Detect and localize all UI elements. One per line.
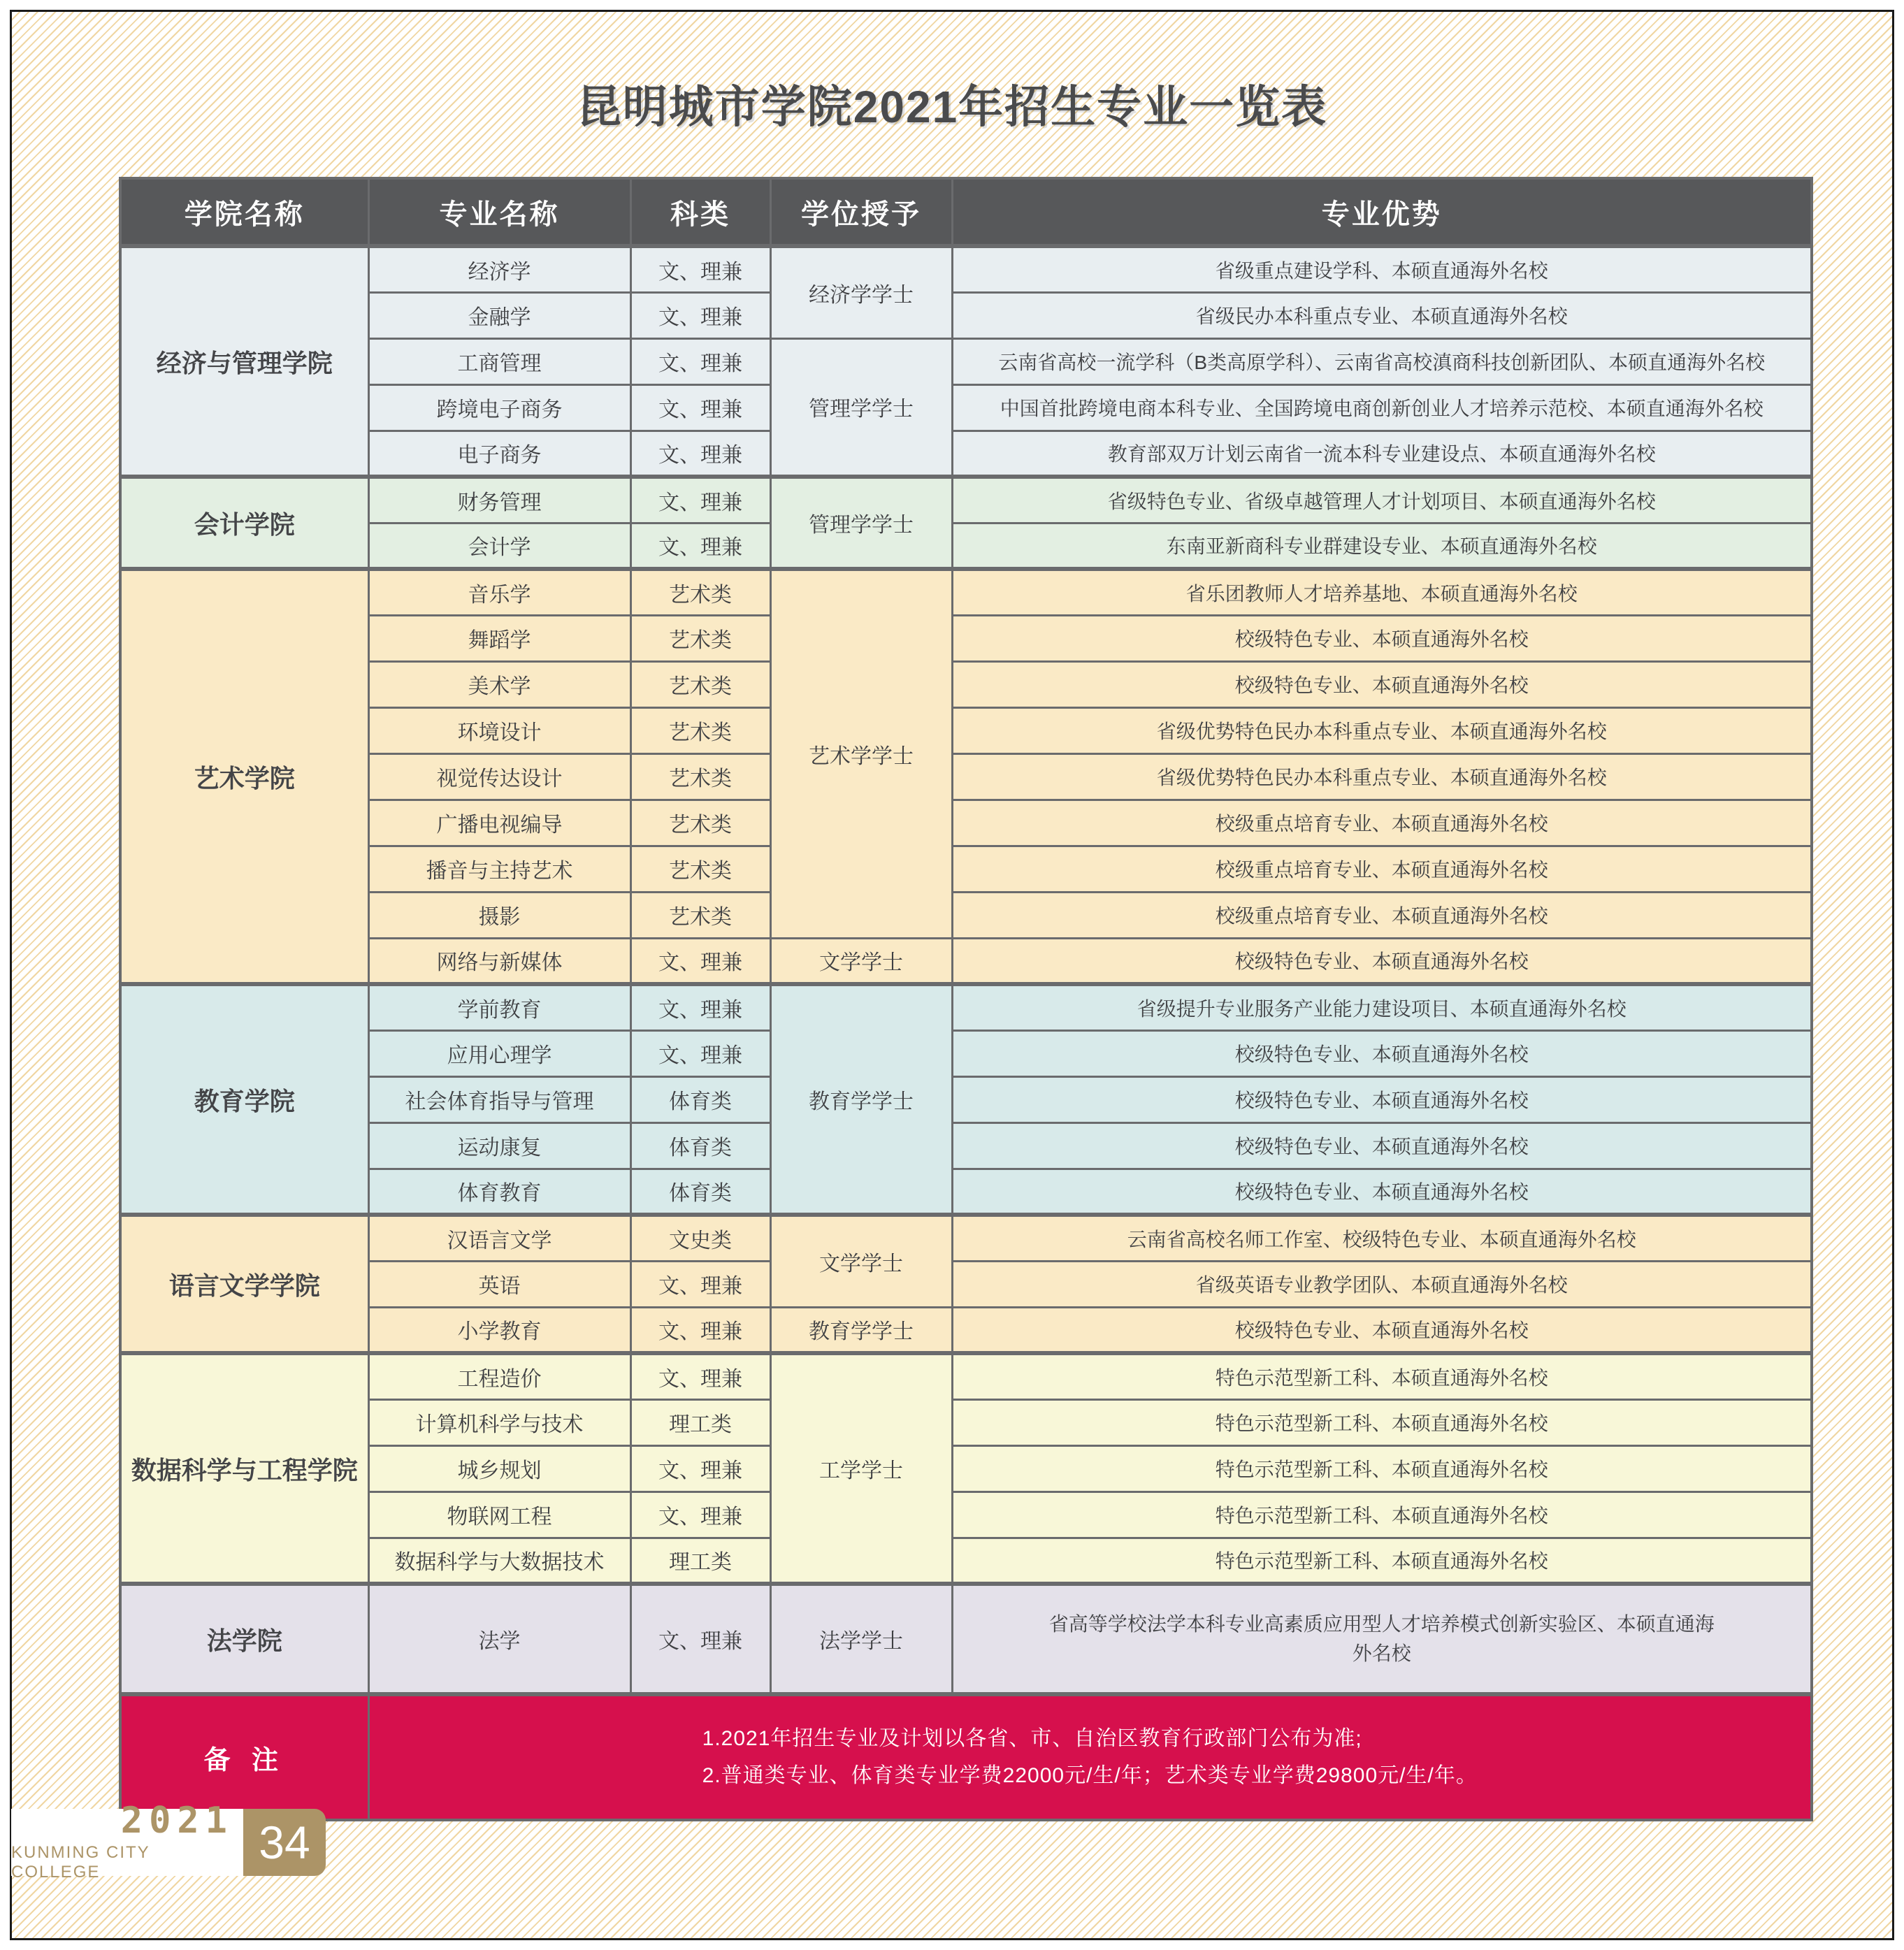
advantage-cell — [952, 1584, 1812, 1694]
category-cell: 艺术类 — [630, 569, 770, 615]
advantage-cell: 校级特色专业、本硕直通海外名校 — [952, 615, 1812, 661]
notes-label: 备 注 — [120, 1694, 368, 1820]
table-row — [120, 938, 1812, 984]
table-row — [120, 800, 1812, 846]
major-cell: 跨境电子商务 — [368, 384, 630, 431]
table-row — [120, 1584, 1812, 1694]
advantage-cell: 省乐团教师人才培养基地、本硕直通海外名校 — [952, 569, 1812, 615]
table-row — [120, 1215, 1812, 1261]
major-cell: 工程造价 — [368, 1353, 630, 1399]
degree-cell: 文学学士 — [770, 938, 952, 984]
major-cell: 体育教育 — [368, 1169, 630, 1215]
table-row — [120, 1169, 1812, 1215]
category-cell: 文、理兼 — [630, 292, 770, 338]
table-row — [120, 292, 1812, 338]
category-cell: 文、理兼 — [630, 938, 770, 984]
category-cell: 艺术类 — [630, 707, 770, 753]
advantage-cell: 校级特色专业、本硕直通海外名校 — [952, 661, 1812, 707]
major-cell: 财务管理 — [368, 477, 630, 523]
major-cell: 摄影 — [368, 892, 630, 938]
major-cell: 法学 — [368, 1584, 630, 1694]
notes-line: 2.普通类专业、体育类专业学费22000元/生/年；艺术类专业学费29800元/生/年。 — [702, 1763, 1478, 1787]
column-header-degree: 学位授予 — [770, 178, 952, 246]
college-cell: 数据科学与工程学院 — [120, 1353, 368, 1584]
advantage-cell: 教育部双万计划云南省一流本科专业建设点、本硕直通海外名校 — [952, 431, 1812, 477]
category-cell: 艺术类 — [630, 892, 770, 938]
advantage-cell: 特色示范型新工科、本硕直通海外名校 — [952, 1399, 1812, 1445]
major-cell: 视觉传达设计 — [368, 753, 630, 800]
category-cell: 文、理兼 — [630, 1584, 770, 1694]
table-row — [120, 523, 1812, 569]
category-cell: 理工类 — [630, 1538, 770, 1584]
major-cell: 数据科学与大数据技术 — [368, 1538, 630, 1584]
page-number-badge: 34 — [243, 1809, 326, 1876]
category-cell: 文、理兼 — [630, 984, 770, 1030]
notes-line: 1.2021年招生专业及计划以各省、市、自治区教育行政部门公布为准; — [702, 1727, 1362, 1750]
major-cell: 环境设计 — [368, 707, 630, 753]
major-cell: 应用心理学 — [368, 1030, 630, 1076]
table-row — [120, 1353, 1812, 1399]
table-row — [120, 384, 1812, 431]
major-cell: 英语 — [368, 1261, 630, 1307]
advantage-cell: 特色示范型新工科、本硕直通海外名校 — [952, 1353, 1812, 1399]
advantage-cell: 省级特色专业、省级卓越管理人才计划项目、本硕直通海外名校 — [952, 477, 1812, 523]
column-header-advantage: 专业优势 — [952, 178, 1812, 246]
advantage-cell: 省级重点建设学科、本硕直通海外名校 — [952, 246, 1812, 292]
advantage-cell: 校级特色专业、本硕直通海外名校 — [952, 1122, 1812, 1169]
college-cell: 法学院 — [120, 1584, 368, 1694]
header-row — [120, 178, 1812, 246]
category-cell: 文、理兼 — [630, 1307, 770, 1353]
major-cell: 舞蹈学 — [368, 615, 630, 661]
category-cell: 艺术类 — [630, 800, 770, 846]
advantage-cell: 省级英语专业教学团队、本硕直通海外名校 — [952, 1261, 1812, 1307]
advantage-cell: 省级优势特色民办本科重点专业、本硕直通海外名校 — [952, 753, 1812, 800]
category-cell: 文、理兼 — [630, 1353, 770, 1399]
major-cell: 计算机科学与技术 — [368, 1399, 630, 1445]
major-cell: 社会体育指导与管理 — [368, 1076, 630, 1122]
advantage-cell: 特色示范型新工科、本硕直通海外名校 — [952, 1445, 1812, 1492]
table-row — [120, 984, 1812, 1030]
category-cell: 艺术类 — [630, 615, 770, 661]
major-cell: 金融学 — [368, 292, 630, 338]
category-cell: 艺术类 — [630, 661, 770, 707]
table-row — [120, 1445, 1812, 1492]
degree-cell: 工学学士 — [770, 1353, 952, 1584]
table-row — [120, 1538, 1812, 1584]
advantage-cell: 校级特色专业、本硕直通海外名校 — [952, 1307, 1812, 1353]
table-row — [120, 846, 1812, 892]
table-row — [120, 1492, 1812, 1538]
table-row — [120, 753, 1812, 800]
column-header-major: 专业名称 — [368, 178, 630, 246]
table-row — [120, 246, 1812, 292]
major-cell: 城乡规划 — [368, 1445, 630, 1492]
table-row — [120, 1399, 1812, 1445]
table-row — [120, 661, 1812, 707]
advantage-cell: 校级特色专业、本硕直通海外名校 — [952, 938, 1812, 984]
advantage-cell: 中国首批跨境电商本科专业、全国跨境电商创新创业人才培养示范校、本硕直通海外名校 — [952, 384, 1812, 431]
notes-row — [120, 1694, 1812, 1820]
major-cell: 电子商务 — [368, 431, 630, 477]
category-cell: 理工类 — [630, 1399, 770, 1445]
advantage-cell: 省级民办本科重点专业、本硕直通海外名校 — [952, 292, 1812, 338]
category-cell: 文、理兼 — [630, 246, 770, 292]
table-row — [120, 569, 1812, 615]
advantage-cell: 校级重点培育专业、本硕直通海外名校 — [952, 800, 1812, 846]
major-cell: 广播电视编导 — [368, 800, 630, 846]
advantage-cell: 校级特色专业、本硕直通海外名校 — [952, 1030, 1812, 1076]
college-cell: 经济与管理学院 — [120, 246, 368, 477]
degree-cell: 艺术学学士 — [770, 569, 952, 938]
notes-body — [368, 1694, 1812, 1820]
table-row — [120, 1076, 1812, 1122]
category-cell: 体育类 — [630, 1076, 770, 1122]
major-cell: 音乐学 — [368, 569, 630, 615]
college-cell: 教育学院 — [120, 984, 368, 1215]
footer-brand-box — [11, 1800, 243, 1882]
advantage-cell: 校级重点培育专业、本硕直通海外名校 — [952, 892, 1812, 938]
college-cell: 会计学院 — [120, 477, 368, 569]
major-cell: 经济学 — [368, 246, 630, 292]
category-cell: 文、理兼 — [630, 338, 770, 384]
advantage-cell: 云南省高校一流学科（B类高原学科）、云南省高校滇商科技创新团队、本硕直通海外名校 — [952, 338, 1812, 384]
column-header-category: 科类 — [630, 178, 770, 246]
table-row — [120, 707, 1812, 753]
college-cell: 艺术学院 — [120, 569, 368, 984]
category-cell: 文、理兼 — [630, 1261, 770, 1307]
degree-cell: 管理学学士 — [770, 338, 952, 477]
degree-cell: 文学学士 — [770, 1215, 952, 1307]
footer-college-name: KUNMING CITY COLLEGE — [11, 1843, 150, 1882]
table-row — [120, 1307, 1812, 1353]
major-cell: 美术学 — [368, 661, 630, 707]
advantage-cell: 省级提升专业服务产业能力建设项目、本硕直通海外名校 — [952, 984, 1812, 1030]
major-cell: 运动康复 — [368, 1122, 630, 1169]
major-cell: 工商管理 — [368, 338, 630, 384]
degree-cell: 教育学学士 — [770, 1307, 952, 1353]
table-row — [120, 338, 1812, 384]
column-header-college: 学院名称 — [120, 178, 368, 246]
category-cell: 文、理兼 — [630, 1030, 770, 1076]
category-cell: 文、理兼 — [630, 523, 770, 569]
major-cell: 会计学 — [368, 523, 630, 569]
advantage-cell: 云南省高校名师工作室、校级特色专业、本硕直通海外名校 — [952, 1215, 1812, 1261]
major-cell: 小学教育 — [368, 1307, 630, 1353]
table-row — [120, 1030, 1812, 1076]
footer-year: 2021 — [120, 1800, 233, 1842]
page-footer — [11, 1800, 326, 1882]
advantage-cell: 校级特色专业、本硕直通海外名校 — [952, 1169, 1812, 1215]
advantage-cell: 东南亚新商科专业群建设专业、本硕直通海外名校 — [952, 523, 1812, 569]
category-cell: 艺术类 — [630, 846, 770, 892]
advantage-cell: 校级特色专业、本硕直通海外名校 — [952, 1076, 1812, 1122]
college-cell: 语言文学学院 — [120, 1215, 368, 1353]
category-cell: 文、理兼 — [630, 1492, 770, 1538]
category-cell: 文、理兼 — [630, 431, 770, 477]
admissions-table — [119, 177, 1813, 1821]
category-cell: 体育类 — [630, 1169, 770, 1215]
page-title: 昆明城市学院2021年招生专业一览表 — [576, 82, 1328, 132]
table-row — [120, 1261, 1812, 1307]
degree-cell: 法学学士 — [770, 1584, 952, 1694]
advantage-text: 省高等学校法学本科专业高素质应用型人才培养模式创新实验区、本硕直通海外名校 — [1048, 1613, 1715, 1664]
category-cell: 艺术类 — [630, 753, 770, 800]
advantage-cell: 省级优势特色民办本科重点专业、本硕直通海外名校 — [952, 707, 1812, 753]
advantage-cell: 校级重点培育专业、本硕直通海外名校 — [952, 846, 1812, 892]
category-cell: 文、理兼 — [630, 384, 770, 431]
table-row — [120, 615, 1812, 661]
degree-cell: 管理学学士 — [770, 477, 952, 569]
table-row — [120, 477, 1812, 523]
major-cell: 学前教育 — [368, 984, 630, 1030]
category-cell: 文史类 — [630, 1215, 770, 1261]
table-row — [120, 1122, 1812, 1169]
major-cell: 网络与新媒体 — [368, 938, 630, 984]
notes-content — [702, 1721, 1478, 1794]
table-row — [120, 892, 1812, 938]
category-cell: 文、理兼 — [630, 1445, 770, 1492]
major-cell: 汉语言文学 — [368, 1215, 630, 1261]
advantage-cell: 特色示范型新工科、本硕直通海外名校 — [952, 1538, 1812, 1584]
category-cell: 体育类 — [630, 1122, 770, 1169]
table-row — [120, 431, 1812, 477]
category-cell: 文、理兼 — [630, 477, 770, 523]
degree-cell: 经济学学士 — [770, 246, 952, 338]
advantage-cell: 特色示范型新工科、本硕直通海外名校 — [952, 1492, 1812, 1538]
major-cell: 物联网工程 — [368, 1492, 630, 1538]
major-cell: 播音与主持艺术 — [368, 846, 630, 892]
degree-cell: 教育学学士 — [770, 984, 952, 1215]
admissions-table-wrap — [119, 177, 1813, 1821]
